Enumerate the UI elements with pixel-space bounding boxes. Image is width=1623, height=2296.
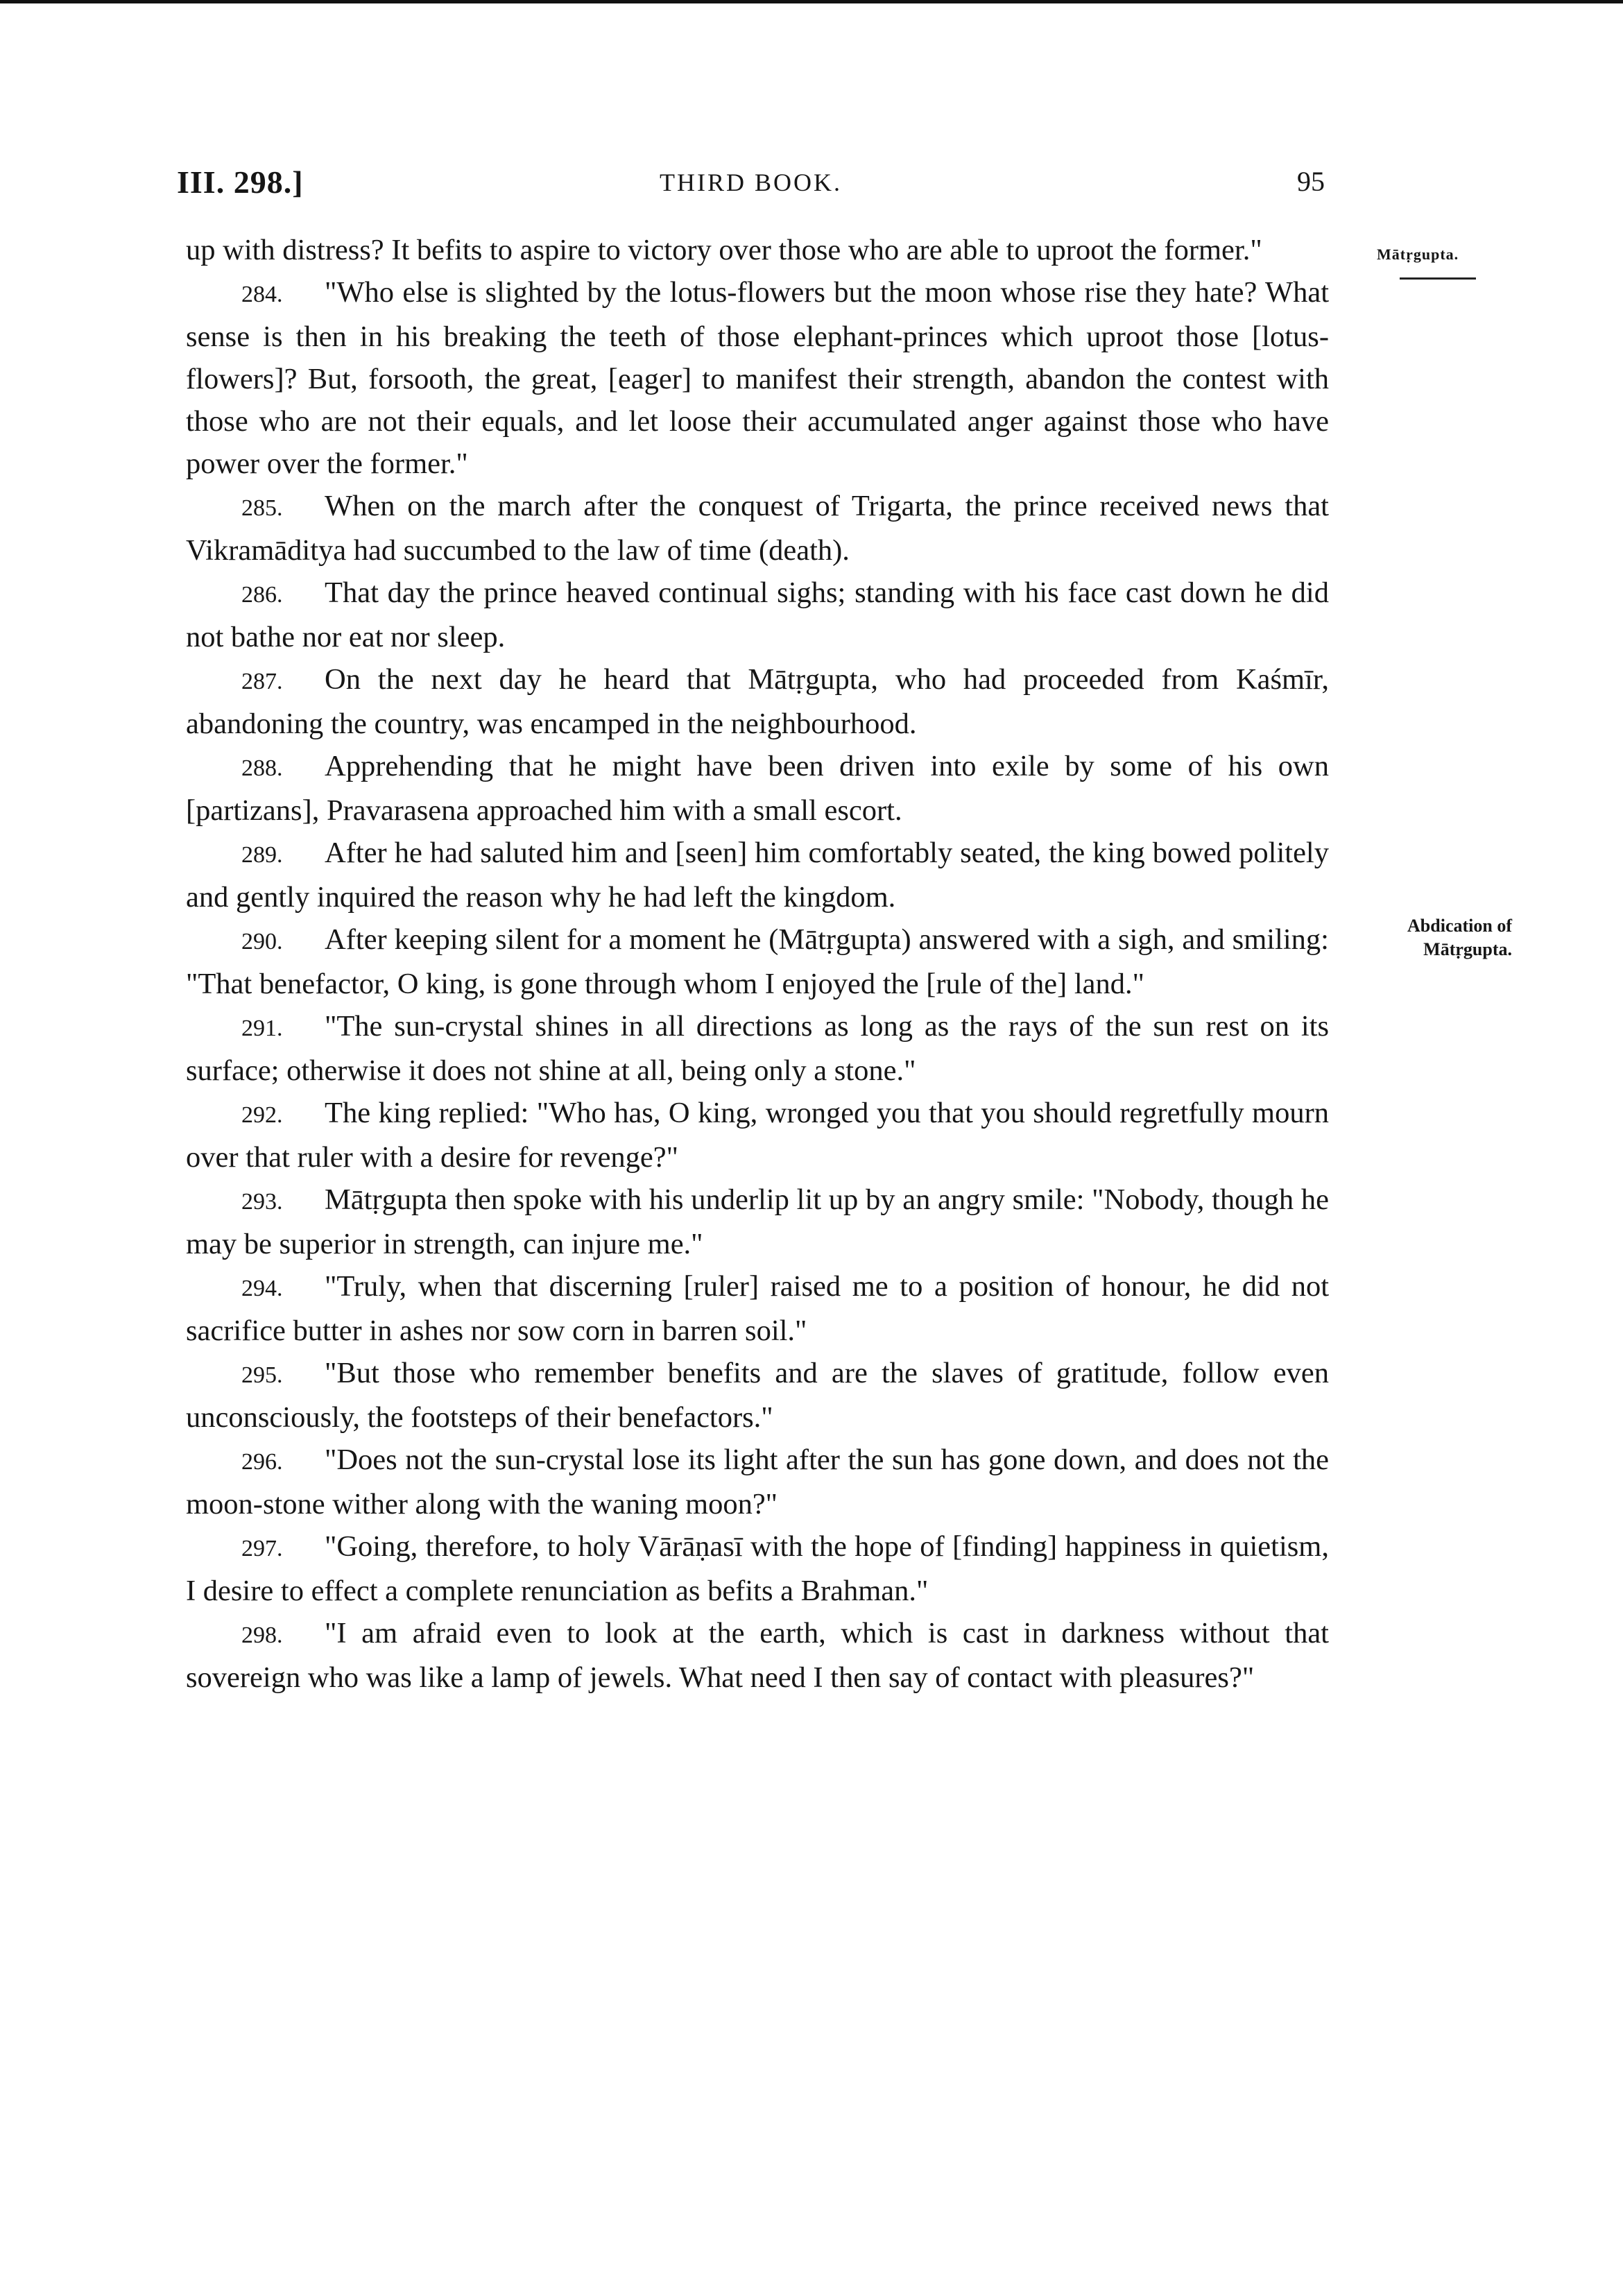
verse-295 <box>186 1352 1329 1439</box>
verse-text: "Going, therefore, to holy Vārāṇasī with the hope of [finding] happiness in quietism, I desire to effect a complete renunciation as befits a Brahman." <box>186 1530 1329 1607</box>
verse-text: "But those who remember benefits and are the slaves of gratitude, follow even unconsciously, the footsteps of their benefactors." <box>186 1357 1329 1434</box>
marginal-note-matrgupta: Mātṛgupta. <box>1377 246 1459 263</box>
verse-number: 297. <box>241 1536 283 1561</box>
verse-number: 296. <box>241 1449 283 1475</box>
verse-290 <box>186 918 1329 1005</box>
verse-text: On the next day he heard that Mātṛgupta, who had proceeded from Kaśmīr, abandoning the country, was encamped in the neighbourhood. <box>186 663 1329 740</box>
verse-text: "Does not the sun-crystal lose its light after the sun has gone down, and does not the moon-stone wither along with the waning moon?" <box>186 1443 1329 1520</box>
running-head <box>177 164 1325 205</box>
verse-292 <box>186 1092 1329 1179</box>
marginal-note-abdication: Abdication of Mātṛgupta. <box>1407 916 1512 959</box>
verse-number: 286. <box>241 582 283 608</box>
verse-text: "The sun-crystal shines in all directions as long as the rays of the sun rest on its surface; otherwise it does not shine at all, being only a stone." <box>186 1010 1329 1087</box>
verse-text: The king replied: "Who has, O king, wronged you that you should regretfully mourn over that ruler with a desire for revenge?" <box>186 1097 1329 1174</box>
verse-294 <box>186 1265 1329 1352</box>
verse-291 <box>186 1005 1329 1092</box>
verse-number: 293. <box>241 1189 283 1215</box>
verse-289 <box>186 832 1329 918</box>
verse-number: 285. <box>241 495 283 521</box>
verse-296 <box>186 1439 1329 1525</box>
page-number: 95 <box>1297 166 1325 197</box>
verse-number: 291. <box>241 1016 283 1041</box>
section-reference: III. 298.] <box>177 164 304 200</box>
verse-text: Apprehending that he might have been driven into exile by some of his own [partizans], Pravarasena approached him with a small escort. <box>186 750 1329 827</box>
verse-number: 289. <box>241 842 283 868</box>
verse-288 <box>186 745 1329 832</box>
verse-number: 287. <box>241 669 283 694</box>
book-title: THIRD BOOK. <box>660 169 842 196</box>
verse-number: 290. <box>241 929 283 954</box>
verse-text: After he had saluted him and [seen] him comfortably seated, the king bowed politely and gently inquired the reason why he had left the kingdom. <box>186 837 1329 914</box>
verse-number: 292. <box>241 1102 283 1128</box>
verse-text: That day the prince heaved continual sighs; standing with his face cast down he did not bathe nor eat nor sleep. <box>186 576 1329 653</box>
verse-number: 295. <box>241 1362 283 1388</box>
verse-number: 294. <box>241 1276 283 1301</box>
verse-text: "Who else is slighted by the lotus-flowers but the moon whose rise they hate? What sense is then in his breaking the teeth of those elephant-princes which uproot those [lotus-flowers]? But, forsooth, the great, [eager] to manifest their strength, abandon the contest with those who are not their equals, and let loose their accumulated anger against those who have power over the former." <box>186 276 1329 480</box>
verse-287 <box>186 658 1329 745</box>
verse-285 <box>186 485 1329 572</box>
verse-284 <box>186 271 1329 485</box>
verse-text: Mātṛgupta then spoke with his underlip lit up by an angry smile: "Nobody, though he may be superior in strength, can injure me." <box>186 1183 1329 1260</box>
verse-number: 288. <box>241 755 283 781</box>
marginal-note-rule <box>1400 277 1476 280</box>
verse-number: 284. <box>241 282 283 307</box>
verse-293 <box>186 1179 1329 1265</box>
verse-text: "Truly, when that discerning [ruler] raised me to a position of honour, he did not sacrifice butter in ashes nor sow corn in barren soil." <box>186 1270 1329 1347</box>
paragraph-continuation <box>186 229 1329 271</box>
verse-297 <box>186 1525 1329 1612</box>
verse-number: 298. <box>241 1622 283 1648</box>
top-border-rule <box>0 0 1623 3</box>
body-text <box>186 229 1329 1699</box>
verse-text: "I am afraid even to look at the earth, which is cast in darkness without that sovereign who was like a lamp of jewels. What need I then say of contact with pleasures?" <box>186 1617 1329 1694</box>
verse-286 <box>186 572 1329 658</box>
verse-text: After keeping silent for a moment he (Mātṛgupta) answered with a sigh, and smiling: "That benefactor, O king, is gone through whom I enjoyed the [rule of the] land." <box>186 923 1329 1000</box>
paragraph-text: up with distress? It befits to aspire to victory over those who are able to uproot the former." <box>186 234 1262 266</box>
verse-text: When on the march after the conquest of Trigarta, the prince received news that Vikramāditya had succumbed to the law of time (death). <box>186 490 1329 567</box>
verse-298 <box>186 1612 1329 1699</box>
